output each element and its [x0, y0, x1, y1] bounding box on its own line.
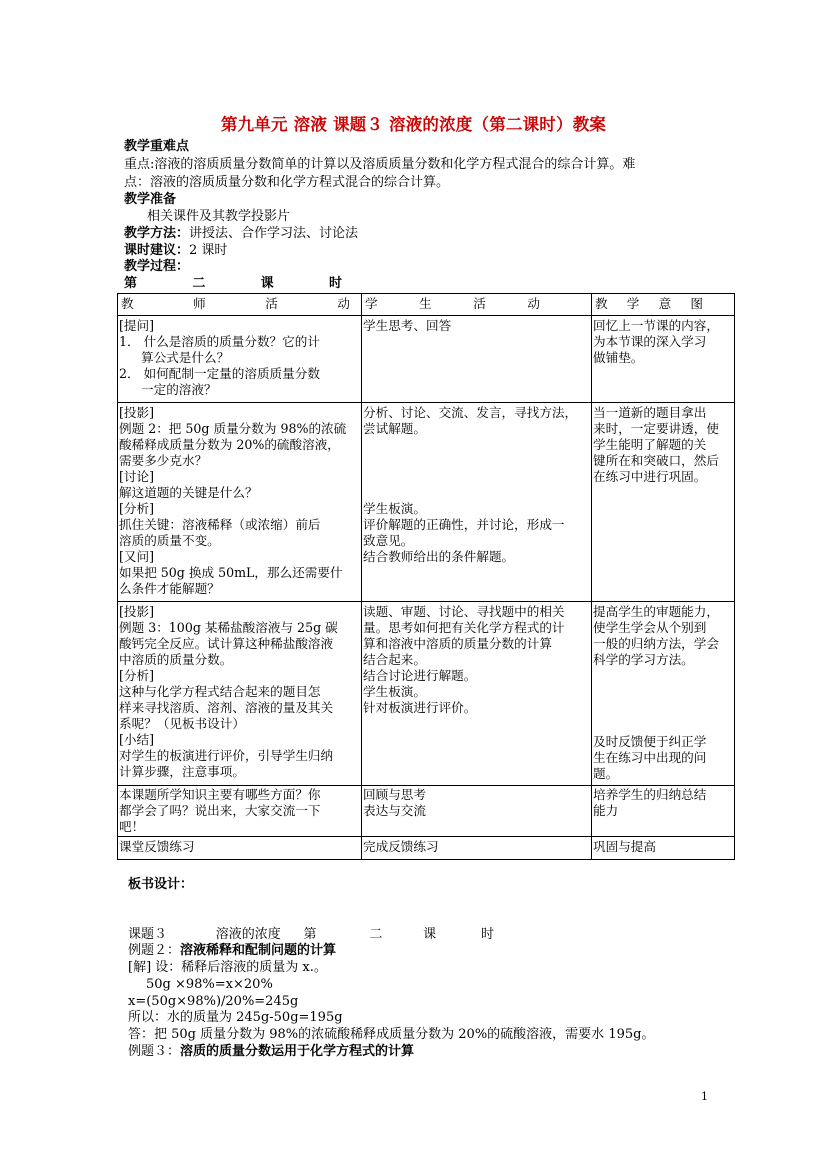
- difficulty-line-1: 重点:溶液的溶质质量分数简单的计算以及溶质质量分数和化学方程式混合的综合计算。难: [124, 157, 636, 172]
- table-row: [118, 316, 735, 403]
- example2-title: 溶液稀释和配制问题的计算: [180, 943, 337, 958]
- method-line: [124, 226, 358, 242]
- row2-intent: 当一道新的题目拿出 来时，一定要讲透，使 学生能明了解题的关 键所在和突破口，然后 在练习中进行巩固。: [592, 403, 735, 602]
- table-row: [118, 837, 735, 860]
- row2-teacher: [投影] 例题 2：把 50g 质量分数为 98%的浓硫 酸稀释成质量分数为 20%的硫酸溶液， 需要多少克水？ [讨论] 解这道题的关键是什么？ [分析] 抓住关键：溶液稀释（或浓缩）前后 溶质的质量不变。 [又问] 如果把 50g 换成 50mL，那么还需要什 么条件才能解题？: [118, 403, 362, 602]
- lesson-char: 第: [124, 276, 138, 291]
- row1-teacher: [提问] 1． 什么是溶质的质量分数？它的计 算公式是什么？ 2． 如何配制一定量的溶质质量分数 一定的溶液？: [118, 316, 362, 403]
- row4-intent: 培养学生的归纳总结 能力: [592, 786, 735, 837]
- page-title: 第九单元 溶液 课题３ 溶液的浓度（第二课时）教案: [220, 115, 607, 134]
- process-label: 教学过程：: [124, 259, 190, 274]
- lesson-label: [124, 276, 342, 292]
- row4-student: 回顾与思考 表达与交流: [362, 786, 592, 837]
- teaching-process-table: [117, 293, 735, 860]
- solution-line: [解] 设：稀释后溶液的质量为 x.。: [128, 960, 327, 975]
- equation-3: 所以：水的质量为 245g-50g=195g: [128, 1010, 343, 1025]
- header-teacher: 教 师 活 动: [118, 294, 362, 316]
- example2-line: [128, 943, 336, 959]
- row2-student: 分析、讨论、交流、发言，寻找方法， 尝试解题。 学生板演。 评价解题的正确性，并讨论，形成一 致意见。 结合教师给出的条件解题。: [362, 403, 592, 602]
- header-intent: 教 学 意 图: [592, 294, 735, 316]
- row5-student: 完成反馈练习: [362, 837, 592, 860]
- hours-label: 课时建议：: [124, 243, 190, 258]
- equation-2: x=(50g×98%)/20%=245g: [128, 994, 299, 1009]
- header-student: 学 生 活 动: [362, 294, 592, 316]
- table-row: [118, 602, 735, 786]
- example3-label: 例题３：: [128, 1044, 181, 1059]
- row5-intent: 巩固与提高: [592, 837, 735, 860]
- table-row: [118, 786, 735, 837]
- answer-line: 答：把 50g 质量分数为 98%的浓硫酸稀释成质量分数为 20%的硫酸溶液，需要水 195g。: [128, 1027, 655, 1042]
- example3-line: [128, 1044, 414, 1060]
- row1-student: 学生思考、回答: [362, 316, 592, 403]
- row3-student: 读题、审题、讨论、寻找题中的相关 量。思考如何把有关化学方程式的计 算和溶液中溶质的质量分数的计算 结合起来。 结合讨论进行解题。 学生板演。 针对板演进行评价。: [362, 602, 592, 786]
- lesson-char: 时: [328, 276, 342, 291]
- board-heading: 板书设计：: [128, 877, 194, 892]
- row4-teacher: 本课题所学知识主要有哪些方面？你 都学会了吗？说出来，大家交流一下 吧！: [118, 786, 362, 837]
- prep-heading: 教学准备: [124, 192, 177, 207]
- equation-1: 50g ×98%=x×20%: [146, 977, 273, 992]
- hours-line: [124, 243, 227, 259]
- hours-text: 2 课时: [189, 243, 228, 258]
- difficulty-heading: 教学重难点: [124, 139, 190, 154]
- table-header-row: [118, 294, 735, 316]
- method-text: 讲授法、合作学习法、讨论法: [189, 226, 359, 241]
- row3-intent: 提高学生的审题能力， 使学生学会从个别到 一般的归纳方法，学会 科学的学习方法。 及时反馈便于纠正学 生在练习中出现的问 题。: [592, 602, 735, 786]
- method-label: 教学方法：: [124, 226, 190, 241]
- difficulty-line-2: 点：溶液的溶质质量分数和化学方程式混合的综合计算。: [124, 175, 450, 190]
- page-number: 1: [701, 1090, 708, 1103]
- lesson-char: 二: [192, 276, 206, 291]
- row3-teacher: [投影] 例题 3：100g 某稀盐酸溶液与 25g 碳 酸钙完全反应。试计算这种稀盐酸溶液 中溶质的质量分数。 [分析] 这种与化学方程式结合起来的题目怎 样来寻找溶质、溶剂、溶液的量及其关 系呢？（见板书设计） [小结] 对学生的板演进行评价，引导学生归纳 计算步骤，注意事项。: [118, 602, 362, 786]
- lesson-char: 课: [260, 276, 274, 291]
- board-topic-line: 课题３ 溶液的浓度 第 二 课 时: [128, 927, 494, 942]
- prep-text: 相关课件及其教学投影片: [147, 209, 291, 224]
- row1-intent: 回忆上一节课的内容， 为本节课的深入学习 做铺垫。: [592, 316, 735, 403]
- table-row: [118, 403, 735, 602]
- example3-title: 溶质的质量分数运用于化学方程式的计算: [180, 1044, 415, 1059]
- example2-label: 例题２：: [128, 943, 181, 958]
- row5-teacher: 课堂反馈练习: [118, 837, 362, 860]
